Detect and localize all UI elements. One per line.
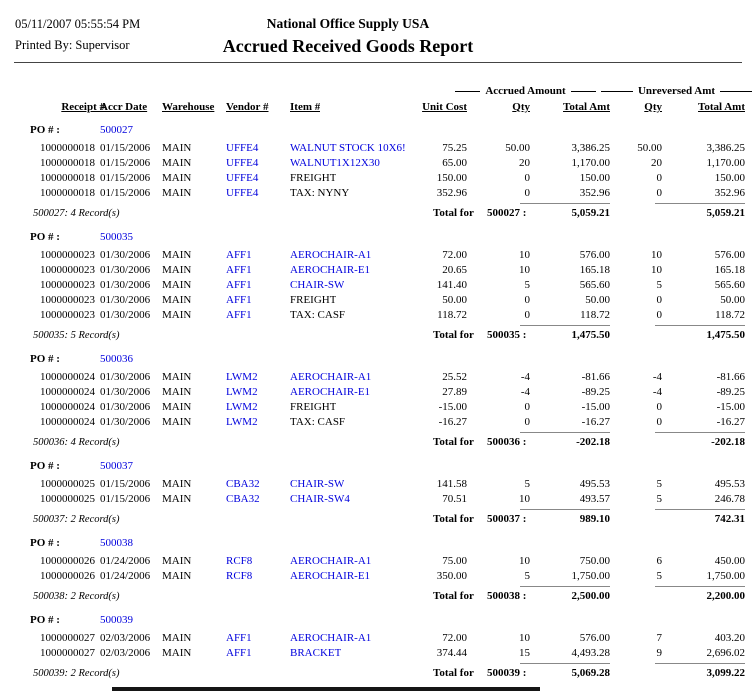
unreversed-qty: 9 [656, 647, 662, 659]
group-total-line [0, 512, 756, 528]
vendor-link[interactable]: UFFE4 [226, 142, 259, 154]
item-link[interactable]: WALNUT STOCK 10X6! [290, 142, 406, 154]
accrued-total-amt: 1,170.00 [571, 157, 610, 169]
total-unreversed-amount: 1,475.50 [655, 325, 745, 343]
receipt-number: 1000000023 [40, 309, 95, 321]
page-title: Accrued Received Goods Report [222, 36, 474, 56]
unreversed-total-amt: -89.25 [716, 386, 745, 398]
unreversed-qty: 6 [656, 555, 662, 567]
unit-cost: 25.52 [442, 371, 467, 383]
warehouse: MAIN [162, 279, 192, 291]
accrued-total-amt: -81.66 [581, 371, 610, 383]
receipt-number: 1000000018 [40, 142, 95, 154]
col-header-receipt: Receipt # [61, 101, 105, 113]
company-name: National Office Supply USA [266, 16, 430, 31]
po-number-link[interactable]: 500036 [100, 353, 133, 365]
total-po-number: 500037 : [487, 513, 527, 525]
accrued-total-amt: -16.27 [581, 416, 610, 428]
total-po-number: 500035 : [487, 329, 527, 341]
accr-date: 01/15/2006 [100, 493, 151, 505]
amount-group-headers [0, 83, 756, 99]
receipt-number: 1000000027 [40, 632, 95, 644]
detail-row [0, 400, 756, 415]
item-link[interactable]: WALNUT1X12X30 [290, 157, 380, 169]
item-link[interactable]: CHAIR-SW4 [290, 493, 350, 505]
vendor-link[interactable]: UFFE4 [226, 187, 259, 199]
po-group [0, 536, 756, 605]
po-line [0, 459, 756, 474]
accrued-qty: 0 [524, 309, 530, 321]
unreversed-total-amt: 576.00 [714, 249, 745, 261]
detail-row [0, 415, 756, 430]
accr-date: 01/15/2006 [100, 478, 151, 490]
vendor-link[interactable]: AFF1 [226, 264, 252, 276]
detail-row [0, 631, 756, 646]
po-number-label: PO # : [30, 614, 60, 626]
po-number-label: PO # : [30, 353, 60, 365]
col-header-accrued-total: Total Amt [563, 101, 610, 113]
unreversed-qty: 20 [651, 157, 662, 169]
detail-row [0, 186, 756, 201]
column-header-row [0, 100, 756, 115]
accrued-total-amt: 576.00 [579, 249, 610, 261]
accrued-qty: 5 [524, 478, 530, 490]
receipt-number: 1000000018 [40, 157, 95, 169]
unit-cost: 70.51 [442, 493, 467, 505]
accrued-total-amt: 3,386.25 [571, 142, 610, 154]
unreversed-qty: 50.00 [637, 142, 662, 154]
accrued-qty: 0 [524, 187, 530, 199]
accrued-qty: 15 [519, 647, 530, 659]
unit-cost: 72.00 [442, 249, 467, 261]
item-label: TAX: CASF [290, 309, 346, 321]
po-line [0, 352, 756, 367]
unit-cost: 150.00 [436, 172, 467, 184]
warehouse: MAIN [162, 157, 192, 169]
accr-date: 01/15/2006 [100, 172, 151, 184]
item-link[interactable]: CHAIR-SW [290, 279, 345, 291]
total-accrued-amount: 1,475.50 [520, 325, 610, 343]
total-po-number: 500027 : [487, 207, 527, 219]
accrued-qty: -4 [520, 386, 530, 398]
item-label: TAX: NYNY [290, 187, 350, 199]
unreversed-qty: -4 [652, 371, 662, 383]
accrued-qty: 10 [519, 632, 530, 644]
unreversed-total-amt: -81.66 [716, 371, 745, 383]
group-total-line [0, 328, 756, 344]
group-total-line [0, 206, 756, 222]
accrued-total-amt: 576.00 [579, 632, 610, 644]
unreversed-total-amt: 118.72 [715, 309, 745, 321]
group-total-line [0, 435, 756, 451]
unreversed-qty: -4 [652, 386, 662, 398]
po-number-link[interactable]: 500038 [100, 537, 133, 549]
unit-cost: 20.65 [442, 264, 467, 276]
detail-row [0, 569, 756, 584]
unreversed-amt-label: Unreversed Amt [637, 85, 716, 97]
unreversed-total-amt: 1,170.00 [706, 157, 745, 169]
accrued-total-amt: 165.18 [579, 264, 610, 276]
accr-date: 01/30/2006 [100, 309, 151, 321]
unreversed-total-amt: 50.00 [720, 294, 745, 306]
warehouse: MAIN [162, 249, 192, 261]
po-number-label: PO # : [30, 537, 60, 549]
item-label: FREIGHT [290, 401, 337, 413]
vendor-link[interactable]: UFFE4 [226, 172, 259, 184]
receipt-number: 1000000018 [40, 187, 95, 199]
total-unreversed-amount: 2,200.00 [655, 586, 745, 604]
unit-cost: 75.00 [442, 555, 467, 567]
warehouse: MAIN [162, 309, 192, 321]
total-for-label: Total for [433, 207, 474, 219]
warehouse: MAIN [162, 478, 192, 490]
item-label: FREIGHT [290, 172, 337, 184]
accrued-qty: 0 [524, 401, 530, 413]
unreversed-qty: 5 [656, 478, 662, 490]
header-rule [14, 62, 742, 63]
unit-cost: 118.72 [437, 309, 467, 321]
vendor-link[interactable]: CBA32 [226, 478, 260, 490]
vendor-link[interactable]: AFF1 [226, 647, 252, 659]
col-header-item: Item # [290, 101, 321, 113]
accrued-total-amt: 150.00 [579, 172, 610, 184]
vendor-link[interactable]: LWM2 [226, 371, 258, 383]
total-accrued-amount: 5,059.21 [520, 203, 610, 221]
accr-date: 01/15/2006 [100, 187, 151, 199]
col-header-vendor: Vendor # [226, 101, 269, 113]
receipt-number: 1000000025 [40, 493, 95, 505]
detail-row [0, 248, 756, 263]
unreversed-total-amt: 565.60 [714, 279, 745, 291]
unreversed-qty: 10 [651, 249, 662, 261]
item-label: TAX: CASF [290, 416, 346, 428]
po-line [0, 536, 756, 551]
po-number-link[interactable]: 500035 [100, 231, 133, 243]
detail-row [0, 141, 756, 156]
po-line [0, 230, 756, 245]
unreversed-qty: 5 [656, 570, 662, 582]
warehouse: MAIN [162, 142, 192, 154]
receipt-number: 1000000023 [40, 249, 95, 261]
accrued-total-amt: 565.60 [579, 279, 610, 291]
accr-date: 01/30/2006 [100, 416, 151, 428]
unreversed-qty: 5 [656, 279, 662, 291]
po-group [0, 123, 756, 222]
unit-cost: -15.00 [438, 401, 467, 413]
total-accrued-amount: 5,069.28 [520, 663, 610, 681]
receipt-number: 1000000023 [40, 279, 95, 291]
accrued-qty: 10 [519, 249, 530, 261]
total-for-label: Total for [433, 667, 474, 679]
item-link[interactable]: AEROCHAIR-A1 [290, 371, 372, 383]
item-link[interactable]: AEROCHAIR-E1 [290, 570, 371, 582]
item-link[interactable]: AEROCHAIR-A1 [290, 632, 372, 644]
dash-line [571, 91, 596, 92]
accrued-total-amt: 352.96 [579, 187, 610, 199]
accr-date: 01/15/2006 [100, 142, 151, 154]
receipt-number: 1000000025 [40, 478, 95, 490]
dash-line [720, 91, 752, 92]
bottom-cutoff-line [112, 687, 540, 691]
item-link[interactable]: AEROCHAIR-E1 [290, 386, 371, 398]
accrued-total-amt: 1,750.00 [571, 570, 610, 582]
unreversed-qty: 5 [656, 493, 662, 505]
po-number-link[interactable]: 500027 [100, 124, 133, 136]
accrued-amount-label: Accrued Amount [485, 85, 566, 97]
po-group [0, 352, 756, 451]
accrued-total-amt: 493.57 [579, 493, 610, 505]
total-unreversed-amount: 742.31 [655, 509, 745, 527]
total-for-label: Total for [433, 513, 474, 525]
accrued-total-amt: -15.00 [581, 401, 610, 413]
vendor-link[interactable]: CBA32 [226, 493, 260, 505]
item-link[interactable]: AEROCHAIR-E1 [290, 264, 371, 276]
record-count: 500039: 2 Record(s) [33, 668, 120, 679]
record-count: 500035: 5 Record(s) [33, 330, 120, 341]
record-count: 500036: 4 Record(s) [33, 437, 120, 448]
col-header-unreversed-total: Total Amt [698, 101, 745, 113]
unit-cost: 141.40 [436, 279, 467, 291]
accrued-total-amt: 750.00 [579, 555, 610, 567]
unreversed-qty: 0 [656, 187, 662, 199]
warehouse: MAIN [162, 294, 192, 306]
warehouse: MAIN [162, 172, 192, 184]
po-line [0, 123, 756, 138]
unit-cost: 75.25 [442, 142, 467, 154]
vendor-link[interactable]: AFF1 [226, 309, 252, 321]
total-for-label: Total for [433, 436, 474, 448]
detail-row [0, 308, 756, 323]
accrued-amount-group-header [455, 83, 596, 99]
unreversed-qty: 0 [656, 172, 662, 184]
item-link[interactable]: AEROCHAIR-A1 [290, 249, 372, 261]
receipt-number: 1000000018 [40, 172, 95, 184]
unreversed-total-amt: 352.96 [714, 187, 745, 199]
item-link[interactable]: BRACKET [290, 647, 342, 659]
vendor-link[interactable]: RCF8 [226, 570, 253, 582]
total-unreversed-amount: -202.18 [655, 432, 745, 450]
warehouse: MAIN [162, 647, 192, 659]
accrued-qty: 5 [524, 279, 530, 291]
report-header [0, 0, 756, 58]
accrued-qty: 10 [519, 555, 530, 567]
po-number-link[interactable]: 500037 [100, 460, 133, 472]
item-label: FREIGHT [290, 294, 337, 306]
item-link[interactable]: AEROCHAIR-A1 [290, 555, 372, 567]
po-group [0, 230, 756, 344]
total-for-label: Total for [433, 590, 474, 602]
unit-cost: -16.27 [438, 416, 467, 428]
detail-row [0, 156, 756, 171]
dash-line [455, 91, 480, 92]
unit-cost: 50.00 [442, 294, 467, 306]
accr-date: 01/30/2006 [100, 264, 151, 276]
warehouse: MAIN [162, 371, 192, 383]
dash-line [601, 91, 633, 92]
accr-date: 01/24/2006 [100, 570, 151, 582]
accrued-total-amt: 50.00 [585, 294, 610, 306]
receipt-number: 1000000024 [40, 386, 95, 398]
detail-row [0, 492, 756, 507]
detail-row [0, 278, 756, 293]
warehouse: MAIN [162, 555, 192, 567]
unreversed-qty: 10 [651, 264, 662, 276]
accrued-total-amt: -89.25 [581, 386, 610, 398]
total-accrued-amount: 989.10 [520, 509, 610, 527]
col-header-unreversed-qty: Qty [644, 101, 662, 113]
vendor-link[interactable]: AFF1 [226, 294, 252, 306]
accrued-qty: 20 [519, 157, 530, 169]
total-accrued-amount: -202.18 [520, 432, 610, 450]
unreversed-total-amt: 165.18 [714, 264, 745, 276]
accr-date: 02/03/2006 [100, 647, 151, 659]
po-group [0, 459, 756, 528]
unreversed-qty: 0 [656, 401, 662, 413]
unreversed-total-amt: 450.00 [714, 555, 745, 567]
po-number-label: PO # : [30, 124, 60, 136]
vendor-link[interactable]: AFF1 [226, 279, 252, 291]
report-body [0, 123, 756, 682]
unreversed-total-amt: 150.00 [714, 172, 745, 184]
group-total-line [0, 666, 756, 682]
unreversed-total-amt: 1,750.00 [706, 570, 745, 582]
detail-row [0, 293, 756, 308]
total-po-number: 500036 : [487, 436, 527, 448]
accr-date: 01/24/2006 [100, 555, 151, 567]
detail-row [0, 370, 756, 385]
total-po-number: 500038 : [487, 590, 527, 602]
warehouse: MAIN [162, 264, 192, 276]
accrued-qty: 0 [524, 172, 530, 184]
total-unreversed-amount: 3,099.22 [655, 663, 745, 681]
group-total-line [0, 589, 756, 605]
accr-date: 02/03/2006 [100, 632, 151, 644]
accr-date: 01/30/2006 [100, 294, 151, 306]
vendor-link[interactable]: RCF8 [226, 555, 253, 567]
receipt-number: 1000000026 [40, 555, 95, 567]
unit-cost: 374.44 [436, 647, 467, 659]
detail-row [0, 477, 756, 492]
po-number-link[interactable]: 500039 [100, 614, 133, 626]
po-number-label: PO # : [30, 231, 60, 243]
vendor-link[interactable]: AFF1 [226, 249, 252, 261]
accrued-qty: 50.00 [505, 142, 530, 154]
vendor-link[interactable]: LWM2 [226, 401, 258, 413]
po-number-label: PO # : [30, 460, 60, 472]
unit-cost: 72.00 [442, 632, 467, 644]
vendor-link[interactable]: UFFE4 [226, 157, 259, 169]
accrued-qty: -4 [520, 371, 530, 383]
accrued-total-amt: 495.53 [579, 478, 610, 490]
printed-by: Printed By: Supervisor [15, 38, 130, 52]
warehouse: MAIN [162, 386, 192, 398]
unreversed-qty: 0 [656, 294, 662, 306]
po-group [0, 613, 756, 682]
unreversed-total-amt: -16.27 [716, 416, 745, 428]
receipt-number: 1000000023 [40, 294, 95, 306]
receipt-number: 1000000024 [40, 416, 95, 428]
warehouse: MAIN [162, 416, 192, 428]
record-count: 500038: 2 Record(s) [33, 591, 120, 602]
unreversed-total-amt: 3,386.25 [706, 142, 745, 154]
item-link[interactable]: CHAIR-SW [290, 478, 345, 490]
detail-row [0, 646, 756, 661]
unreversed-qty: 7 [656, 632, 662, 644]
accr-date: 01/15/2006 [100, 157, 151, 169]
warehouse: MAIN [162, 632, 192, 644]
receipt-number: 1000000026 [40, 570, 95, 582]
unit-cost: 141.58 [436, 478, 467, 490]
total-po-number: 500039 : [487, 667, 527, 679]
accrued-qty: 5 [524, 570, 530, 582]
total-accrued-amount: 2,500.00 [520, 586, 610, 604]
vendor-link[interactable]: LWM2 [226, 386, 258, 398]
unreversed-total-amt: 495.53 [714, 478, 745, 490]
unreversed-total-amt: 2,696.02 [706, 647, 745, 659]
accrued-qty: 10 [519, 264, 530, 276]
unreversed-qty: 0 [656, 416, 662, 428]
vendor-link[interactable]: LWM2 [226, 416, 258, 428]
detail-row [0, 385, 756, 400]
record-count: 500037: 2 Record(s) [33, 514, 120, 525]
po-line [0, 613, 756, 628]
unit-cost: 350.00 [436, 570, 467, 582]
unreversed-qty: 0 [656, 309, 662, 321]
accrued-total-amt: 118.72 [580, 309, 610, 321]
col-header-accrued-qty: Qty [512, 101, 530, 113]
unreversed-total-amt: 246.78 [714, 493, 745, 505]
accr-date: 01/30/2006 [100, 371, 151, 383]
receipt-number: 1000000023 [40, 264, 95, 276]
col-header-accr-date: Accr Date [100, 101, 148, 113]
total-unreversed-amount: 5,059.21 [655, 203, 745, 221]
accr-date: 01/30/2006 [100, 401, 151, 413]
report-datetime: 05/11/2007 05:55:54 PM [15, 17, 141, 31]
receipt-number: 1000000024 [40, 401, 95, 413]
accrued-qty: 0 [524, 416, 530, 428]
accr-date: 01/30/2006 [100, 386, 151, 398]
unit-cost: 352.96 [436, 187, 467, 199]
vendor-link[interactable]: AFF1 [226, 632, 252, 644]
col-header-warehouse: Warehouse [162, 101, 215, 113]
accrued-qty: 0 [524, 294, 530, 306]
unreversed-amt-group-header [601, 83, 752, 99]
warehouse: MAIN [162, 401, 192, 413]
warehouse: MAIN [162, 570, 192, 582]
unit-cost: 27.89 [442, 386, 467, 398]
detail-row [0, 171, 756, 186]
receipt-number: 1000000024 [40, 371, 95, 383]
warehouse: MAIN [162, 187, 192, 199]
accr-date: 01/30/2006 [100, 279, 151, 291]
unit-cost: 65.00 [442, 157, 467, 169]
accrued-total-amt: 4,493.28 [571, 647, 610, 659]
detail-row [0, 263, 756, 278]
unreversed-total-amt: 403.20 [714, 632, 745, 644]
total-for-label: Total for [433, 329, 474, 341]
accrued-qty: 10 [519, 493, 530, 505]
detail-row [0, 554, 756, 569]
receipt-number: 1000000027 [40, 647, 95, 659]
record-count: 500027: 4 Record(s) [33, 208, 120, 219]
warehouse: MAIN [162, 493, 192, 505]
accr-date: 01/30/2006 [100, 249, 151, 261]
col-header-unit-cost: Unit Cost [422, 101, 467, 113]
unreversed-total-amt: -15.00 [716, 401, 745, 413]
